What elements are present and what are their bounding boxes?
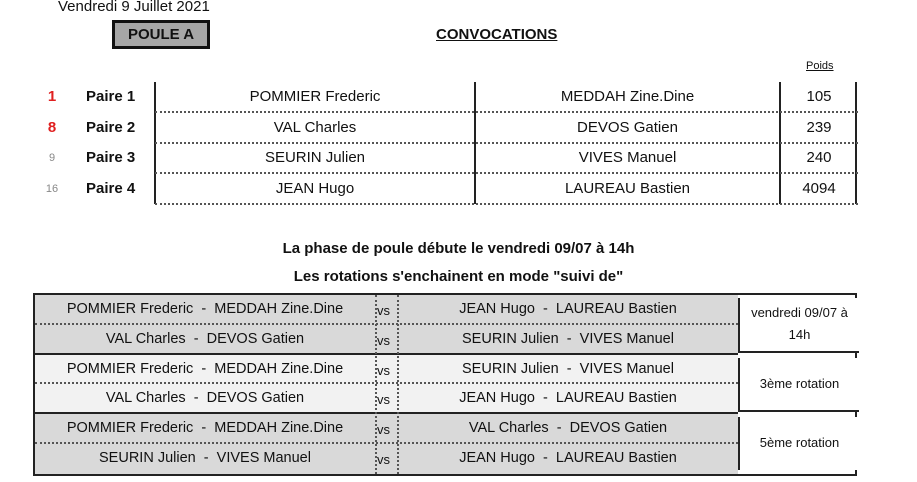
poids-header: Poids bbox=[806, 60, 834, 72]
team-right: SEURIN Julien - VIVES Manuel bbox=[462, 330, 674, 347]
match-row bbox=[35, 444, 738, 474]
player-2: DEVOS Gatien bbox=[577, 118, 678, 136]
player-1: SEURIN Julien bbox=[264, 149, 366, 166]
seed-number: 9 bbox=[48, 152, 56, 164]
player-1: POMMIER Frederic bbox=[249, 88, 381, 105]
team-left: VAL Charles - DEVOS Gatien bbox=[105, 390, 305, 407]
match-row bbox=[35, 295, 738, 325]
rotation-time: 5ème rotation bbox=[738, 417, 859, 470]
pair-label: Paire 4 bbox=[86, 179, 136, 197]
rotation-time: 3ème rotation bbox=[738, 358, 859, 413]
pair-label: Paire 1 bbox=[86, 88, 136, 105]
pair-row bbox=[0, 113, 917, 143]
team-right: JEAN Hugo - LAUREAU Bastien bbox=[459, 450, 677, 466]
player-1: JEAN Hugo bbox=[275, 179, 355, 197]
column-divider bbox=[375, 295, 377, 474]
pair-label: Paire 3 bbox=[86, 149, 136, 166]
rotation-time: vendredi 09/07 à 14h bbox=[738, 298, 859, 353]
poids-value: 240 bbox=[806, 149, 832, 166]
pair-label: Paire 2 bbox=[86, 118, 136, 136]
pair-row bbox=[0, 174, 917, 204]
info-line-1: La phase de poule débute le vendredi 09/07 à 14h bbox=[282, 240, 635, 257]
team-right: JEAN Hugo - LAUREAU Bastien bbox=[459, 390, 677, 407]
team-left: SEURIN Julien - VIVES Manuel bbox=[99, 450, 311, 466]
pair-row bbox=[0, 82, 917, 112]
match-row bbox=[35, 325, 738, 355]
team-right: JEAN Hugo - LAUREAU Bastien bbox=[459, 301, 677, 317]
match-row bbox=[35, 414, 738, 444]
column-divider bbox=[397, 295, 399, 474]
vs-label: vs bbox=[377, 362, 390, 378]
poids-value: 105 bbox=[806, 88, 832, 105]
poids-value: 239 bbox=[806, 118, 832, 136]
team-left: POMMIER Frederic - MEDDAH Zine.Dine bbox=[66, 301, 344, 317]
match-row bbox=[35, 355, 738, 385]
vs-label: vs bbox=[377, 392, 390, 408]
rotations-table bbox=[33, 293, 857, 476]
seed-number: 16 bbox=[45, 182, 59, 195]
seed-number: 1 bbox=[47, 88, 57, 105]
poule-label: POULE A bbox=[112, 20, 210, 49]
poids-value: 4094 bbox=[802, 179, 836, 197]
date-heading: Vendredi 9 Juillet 2021 bbox=[58, 0, 210, 15]
vs-label: vs bbox=[377, 332, 390, 348]
player-2: VIVES Manuel bbox=[578, 149, 677, 166]
vs-label: vs bbox=[377, 303, 390, 318]
player-1: VAL Charles bbox=[273, 118, 357, 136]
player-2: MEDDAH Zine.Dine bbox=[560, 88, 695, 105]
team-right: VAL Charles - DEVOS Gatien bbox=[468, 420, 668, 437]
row-divider bbox=[155, 203, 858, 205]
page-title: CONVOCATIONS bbox=[436, 26, 558, 43]
pair-row bbox=[0, 143, 917, 173]
vs-label: vs bbox=[377, 452, 390, 467]
vs-label: vs bbox=[377, 422, 390, 438]
info-line-2: Les rotations s'enchainent en mode "suivi de" bbox=[293, 268, 624, 285]
team-left: POMMIER Frederic - MEDDAH Zine.Dine bbox=[66, 360, 344, 377]
player-2: LAUREAU Bastien bbox=[564, 179, 691, 197]
match-row bbox=[35, 384, 738, 414]
team-left: POMMIER Frederic - MEDDAH Zine.Dine bbox=[66, 420, 344, 437]
seed-number: 8 bbox=[47, 118, 57, 136]
team-right: SEURIN Julien - VIVES Manuel bbox=[462, 360, 674, 377]
team-left: VAL Charles - DEVOS Gatien bbox=[105, 330, 305, 347]
